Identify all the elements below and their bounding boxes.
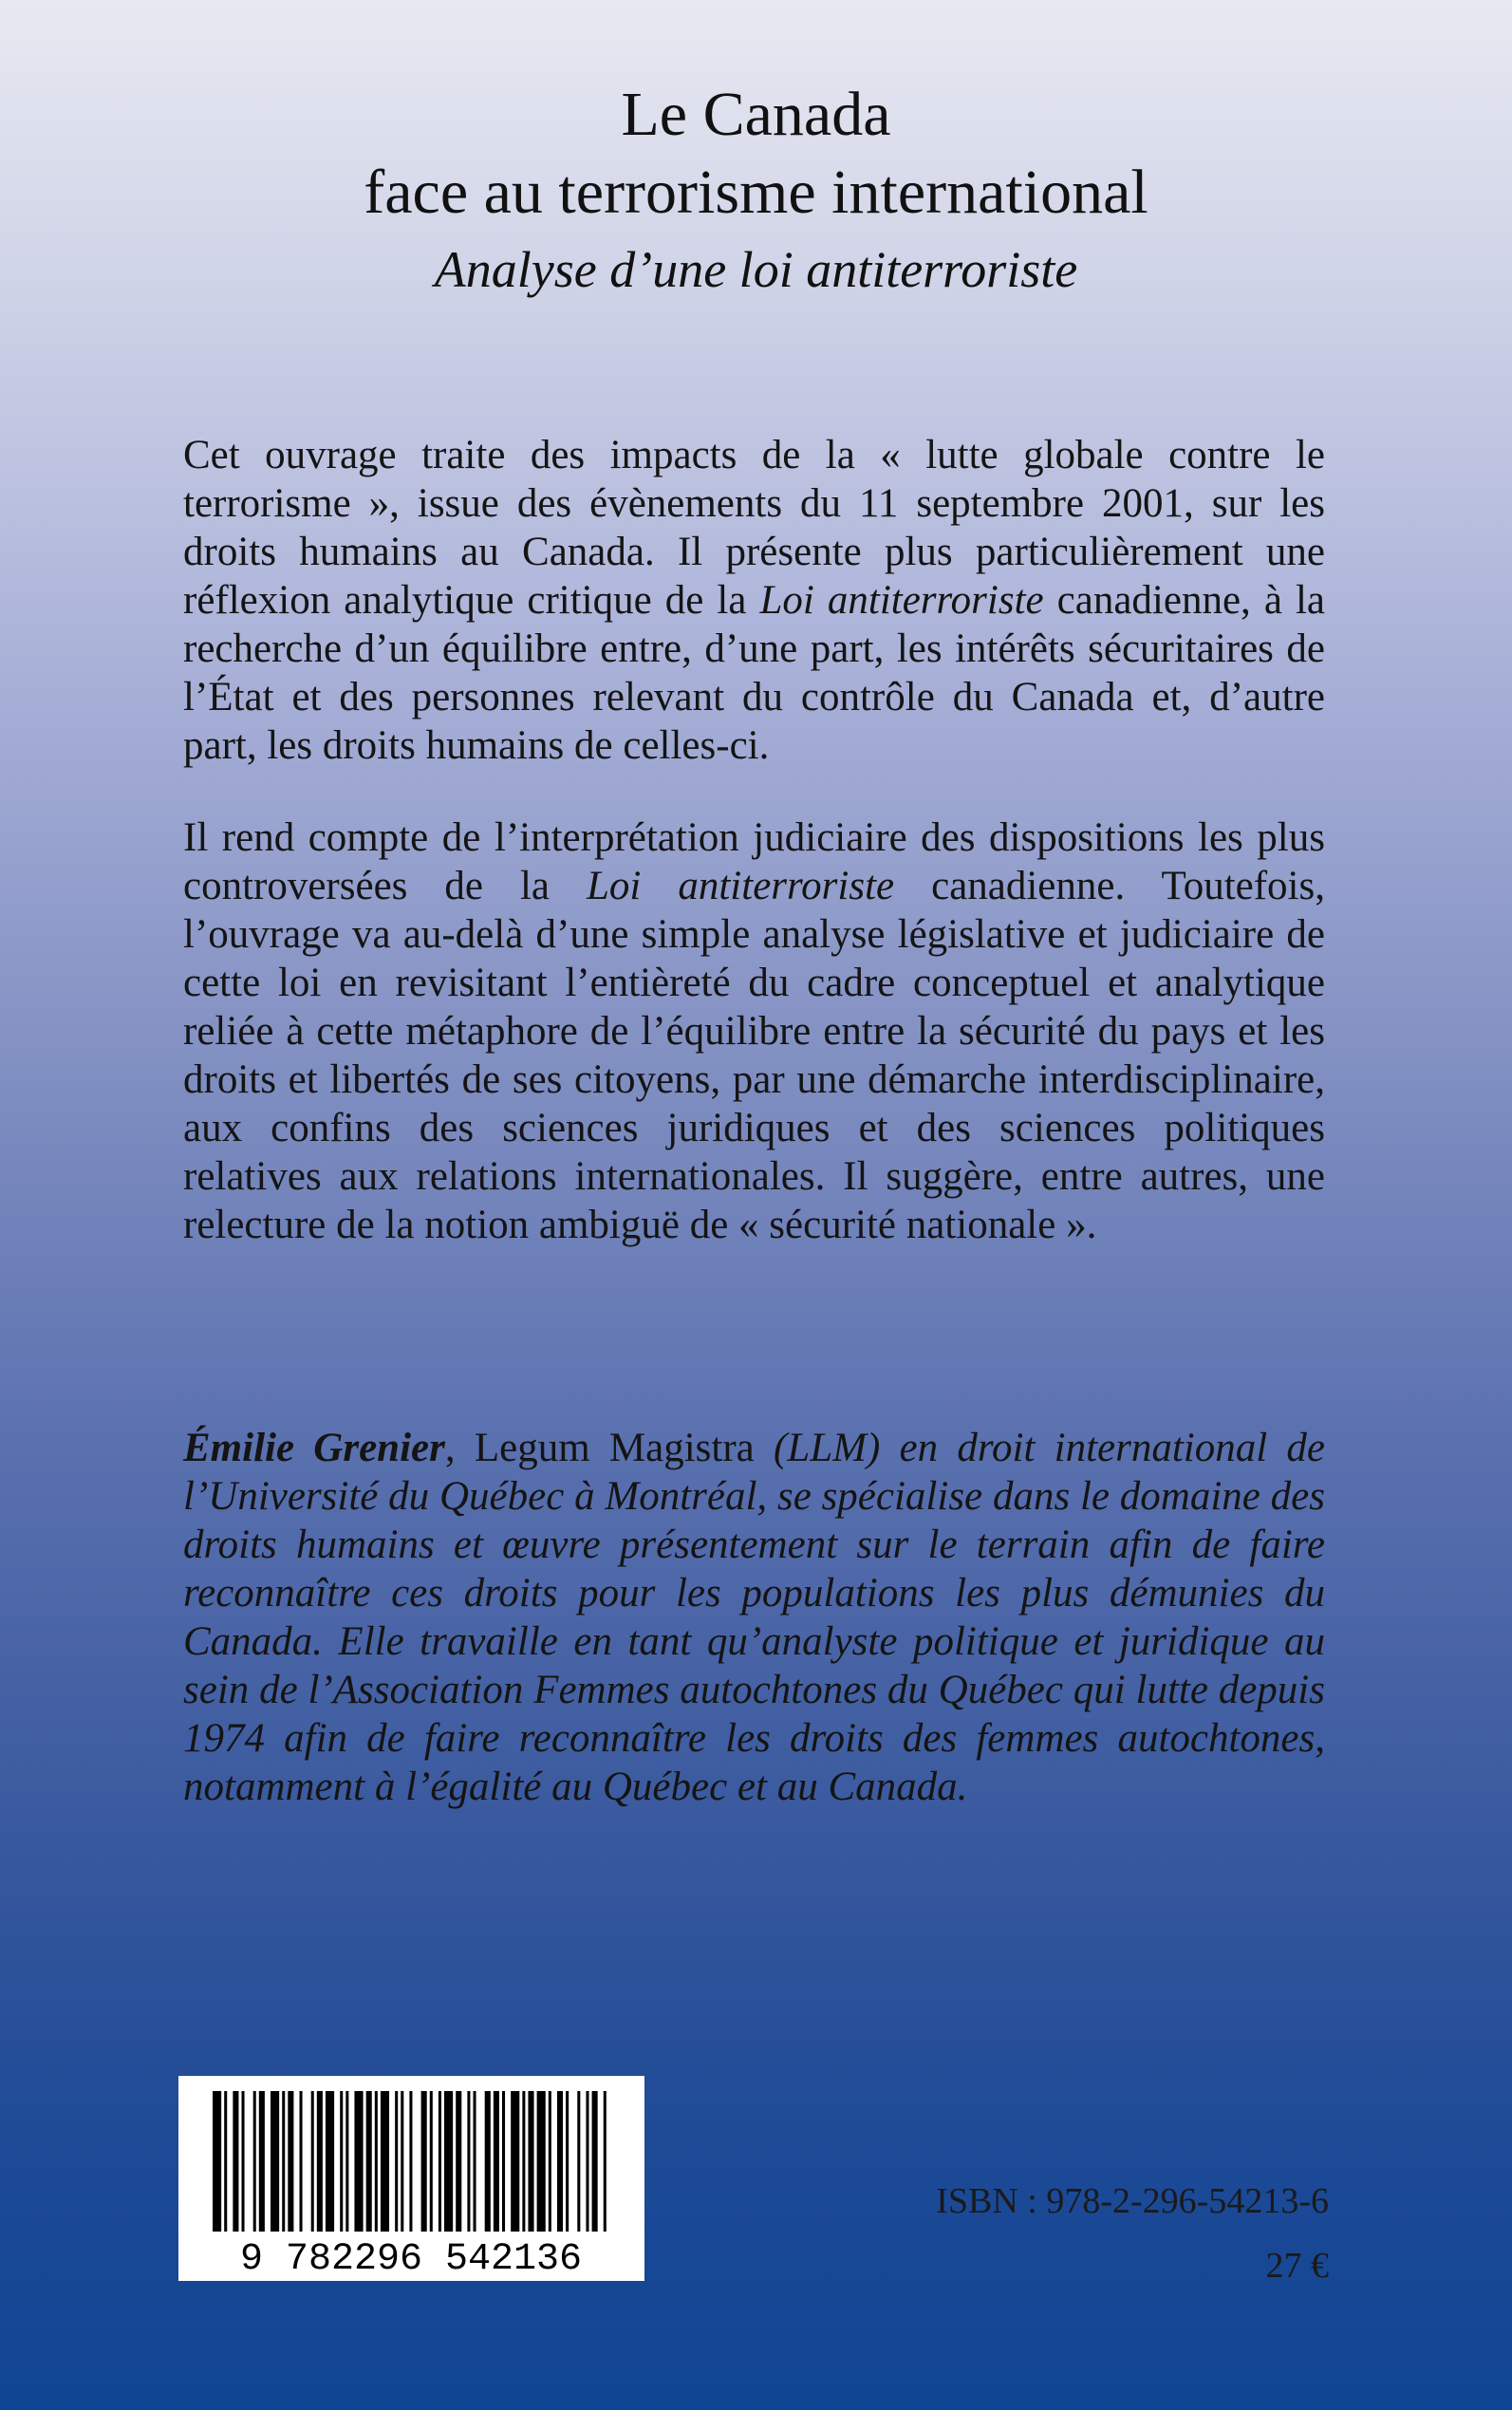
barcode-bars (213, 2091, 607, 2232)
book-subtitle: Analyse d’une loi antiterroriste (434, 241, 1078, 298)
barcode-bar (375, 2091, 378, 2232)
barcode-bar (401, 2091, 403, 2232)
barcode-bar (224, 2091, 227, 2232)
barcode-bar (586, 2091, 588, 2232)
title-block (0, 76, 1512, 308)
barcode-bar (233, 2091, 238, 2232)
barcode-bar (439, 2091, 441, 2232)
law-name: Loi antiterroriste (759, 578, 1044, 623)
barcode-bar (604, 2091, 607, 2232)
barcode (178, 2076, 644, 2281)
barcode-bar (494, 2091, 499, 2232)
barcode-bar (395, 2091, 398, 2232)
barcode-bar (345, 2091, 348, 2232)
barcode-bar (326, 2091, 334, 2232)
barcode-graphic (178, 2076, 644, 2281)
author-separator: , (444, 1426, 475, 1470)
barcode-bar (456, 2091, 461, 2232)
barcode-bar (317, 2091, 323, 2232)
barcode-bar (485, 2091, 491, 2232)
barcode-digits: 9 782296 542136 (239, 2238, 583, 2281)
barcode-bar (528, 2091, 533, 2232)
barcode-bar (340, 2091, 343, 2232)
author-name: Émilie Grenier (183, 1426, 445, 1470)
paragraph-1-text-a: Cet ouvrage traite des impacts de la « lutte globale contre le terrorisme », issue des évènements du 11 septembre 2001, sur les droits humains au Canada. Il présente plus particulièrement une réflexion analytique critique de la (183, 433, 1325, 623)
barcode-bar (444, 2091, 453, 2232)
barcode-bar (549, 2091, 551, 2232)
description-paragraph-1 (183, 431, 1325, 770)
barcode-bar (502, 2091, 505, 2232)
barcode-bar (271, 2091, 279, 2232)
barcode-bar (242, 2091, 245, 2232)
barcode-bar (522, 2091, 525, 2232)
barcode-bar (259, 2091, 265, 2232)
paragraph-1-text-b: canadienne, à la recherche d’un équilibre entre, d’une part, les intérêts sécuritaires de l’État et des personnes relevant du contrôle du Canada et, d’autre part, les droits humains de celles-ci. (183, 578, 1325, 768)
barcode-bar (409, 2091, 412, 2232)
price: 27 € (1265, 2246, 1329, 2286)
barcode-bar (511, 2091, 519, 2232)
author-bio (183, 1424, 1325, 1811)
barcode-bar (537, 2091, 546, 2232)
author-degree: Legum Magistra (474, 1426, 755, 1470)
isbn: ISBN : 978-2-296-54213-6 (936, 2181, 1329, 2221)
paragraph-2-text-a: Il rend compte de l’interprétation judiciaire des dispositions les plus controversées de la (183, 815, 1325, 908)
barcode-bar (366, 2091, 372, 2232)
paragraph-2-text-b: canadienne. Toutefois, l’ouvrage va au-delà d’une simple analyse législative et judiciaire de cette loi en revisitant l’entièreté du cadre conceptuel et analytique reliée à cette métaphore de l’équilibre entre la sécurité du pays et les droits et libertés de ses citoyens, par une démarche interdisciplinaire, aux confins des sciences juridiques et des sciences politiques relatives aux relations internationales. Il suggère, entre autres, une relecture de la notion ambiguë de « sécurité nationale ». (183, 864, 1325, 1247)
barcode-bar (566, 2091, 569, 2232)
barcode-bar (300, 2091, 303, 2232)
barcode-bar (213, 2091, 221, 2232)
barcode-bar (467, 2091, 470, 2232)
barcode-bar (282, 2091, 285, 2232)
barcode-bar (557, 2091, 563, 2232)
barcode-bar (430, 2091, 433, 2232)
law-name: Loi antiterroriste (587, 864, 895, 908)
barcode-bar (592, 2091, 598, 2232)
barcode-bar (311, 2091, 314, 2232)
description-paragraph-2 (183, 813, 1325, 1249)
barcode-bar (421, 2091, 427, 2232)
book-title-line-2: face au terrorisme international (364, 158, 1148, 227)
barcode-bar (354, 2091, 363, 2232)
barcode-bar (577, 2091, 580, 2232)
author-bio-text: (LLM) en droit international de l’Université du Québec à Montréal, se spécialise dans le domaine des droits humains et œuvre présentement sur le terrain afin de faire reconnaître ces droits pour les populations les plus démunies du Canada. Elle travaille en tant qu’analyste politique et juridique au sein de l’Association Femmes autochtones du Québec qui lutte depuis 1974 afin de faire reconnaître les droits des femmes autochtones, notamment à l’égalité au Québec et au Canada. (183, 1426, 1326, 1809)
barcode-bar (474, 2091, 476, 2232)
book-title-line-1: Le Canada (621, 80, 891, 149)
barcode-bar (253, 2091, 256, 2232)
barcode-bar (381, 2091, 389, 2232)
barcode-bar (288, 2091, 293, 2232)
